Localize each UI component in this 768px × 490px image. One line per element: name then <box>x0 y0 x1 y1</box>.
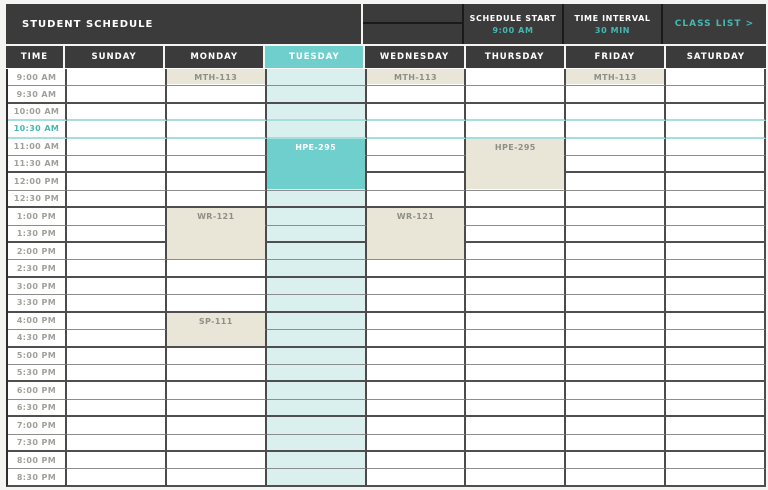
schedule-cell-saturday[interactable] <box>666 86 766 103</box>
schedule-cell-tuesday[interactable] <box>267 452 367 469</box>
schedule-cell-thursday[interactable] <box>466 104 566 121</box>
schedule-cell-sunday[interactable] <box>67 469 167 486</box>
schedule-cell-saturday[interactable] <box>666 173 766 190</box>
schedule-cell-monday[interactable] <box>167 260 267 277</box>
schedule-cell-wednesday[interactable] <box>367 121 467 138</box>
schedule-cell-wednesday[interactable] <box>367 278 467 295</box>
time-label-cell: 2:00 PM <box>8 243 67 260</box>
schedule-cell-friday[interactable] <box>566 156 666 173</box>
schedule-cell-thursday[interactable] <box>466 435 566 452</box>
time-label-cell: 7:00 PM <box>8 417 67 434</box>
schedule-cell-friday[interactable] <box>566 417 666 434</box>
schedule-cell-sunday[interactable] <box>67 208 167 225</box>
schedule-cell-thursday[interactable] <box>466 191 566 208</box>
schedule-cell-saturday[interactable] <box>666 104 766 121</box>
time-interval-value[interactable]: 30 MIN <box>594 25 631 35</box>
schedule-cell-thursday[interactable] <box>466 417 566 434</box>
schedule-cell-friday[interactable] <box>566 226 666 243</box>
schedule-cell-tuesday[interactable] <box>267 330 367 347</box>
schedule-cell-saturday[interactable] <box>666 348 766 365</box>
schedule-cell-wednesday[interactable] <box>367 365 467 382</box>
schedule-cell-friday[interactable] <box>566 313 666 330</box>
schedule-cell-friday[interactable] <box>566 452 666 469</box>
schedule-cell-monday[interactable] <box>167 417 267 434</box>
schedule-cell-friday[interactable] <box>566 382 666 399</box>
schedule-cell-sunday[interactable] <box>67 139 167 156</box>
top-header-bar <box>6 4 766 44</box>
schedule-cell-wednesday[interactable] <box>367 330 467 347</box>
schedule-cell-monday[interactable] <box>167 191 267 208</box>
event-hpe-295-tuesday[interactable]: HPE-295 <box>267 139 365 189</box>
schedule-cell-saturday[interactable] <box>666 295 766 312</box>
schedule-cell-thursday[interactable] <box>466 243 566 260</box>
time-label-cell: 12:00 PM <box>8 173 67 190</box>
schedule-cell-tuesday[interactable] <box>267 226 367 243</box>
schedule-cell-saturday[interactable] <box>666 469 766 486</box>
schedule-cell-thursday[interactable] <box>466 313 566 330</box>
schedule-cell-tuesday[interactable] <box>267 417 367 434</box>
schedule-cell-friday[interactable] <box>566 191 666 208</box>
schedule-cell-saturday[interactable] <box>666 139 766 156</box>
time-label-cell: 5:30 PM <box>8 365 67 382</box>
schedule-cell-monday[interactable] <box>167 469 267 486</box>
schedule-cell-friday[interactable] <box>566 121 666 138</box>
schedule-cell-thursday[interactable] <box>466 452 566 469</box>
schedule-cell-sunday[interactable] <box>67 348 167 365</box>
schedule-cell-wednesday[interactable] <box>367 191 467 208</box>
day-header-row <box>6 46 766 69</box>
schedule-cell-friday[interactable] <box>566 260 666 277</box>
schedule-cell-friday[interactable] <box>566 86 666 103</box>
schedule-cell-sunday[interactable] <box>67 435 167 452</box>
schedule-cell-sunday[interactable] <box>67 400 167 417</box>
schedule-cell-monday[interactable] <box>167 278 267 295</box>
schedule-cell-thursday[interactable] <box>466 400 566 417</box>
schedule-cell-sunday[interactable] <box>67 173 167 190</box>
schedule-cell-saturday[interactable] <box>666 260 766 277</box>
column-header-friday[interactable]: FRIDAY <box>566 46 666 68</box>
schedule-cell-friday[interactable] <box>566 295 666 312</box>
schedule-cell-wednesday[interactable] <box>367 417 467 434</box>
schedule-cell-monday[interactable] <box>167 104 267 121</box>
header-spacer-bottom <box>363 24 462 44</box>
schedule-cell-monday[interactable] <box>167 400 267 417</box>
time-label-cell: 4:00 PM <box>8 313 67 330</box>
schedule-cell-monday[interactable] <box>167 348 267 365</box>
schedule-cell-friday[interactable] <box>566 104 666 121</box>
time-label-cell: 9:30 AM <box>8 86 67 103</box>
schedule-cell-wednesday[interactable] <box>367 86 467 103</box>
schedule-cell-sunday[interactable] <box>67 243 167 260</box>
event-sp-111-monday[interactable]: SP-111 <box>167 313 265 346</box>
schedule-cell-saturday[interactable] <box>666 208 766 225</box>
schedule-cell-thursday[interactable] <box>466 69 566 86</box>
time-label-cell: 3:30 PM <box>8 295 67 312</box>
schedule-start-value[interactable]: 9:00 AM <box>492 25 534 35</box>
schedule-cell-tuesday[interactable] <box>267 348 367 365</box>
schedule-cell-saturday[interactable] <box>666 191 766 208</box>
schedule-cell-thursday[interactable] <box>466 86 566 103</box>
schedule-cell-saturday[interactable] <box>666 243 766 260</box>
schedule-cell-saturday[interactable] <box>666 382 766 399</box>
column-header-tuesday[interactable]: TUESDAY <box>265 46 365 68</box>
schedule-cell-friday[interactable] <box>566 435 666 452</box>
column-header-sunday[interactable]: SUNDAY <box>65 46 165 68</box>
schedule-cell-thursday[interactable] <box>466 330 566 347</box>
schedule-cell-wednesday[interactable] <box>367 469 467 486</box>
event-wr-121-wednesday[interactable]: WR-121 <box>367 208 465 258</box>
schedule-cell-saturday[interactable] <box>666 400 766 417</box>
schedule-cell-friday[interactable] <box>566 208 666 225</box>
schedule-cell-tuesday[interactable] <box>267 382 367 399</box>
schedule-cell-wednesday[interactable] <box>367 104 467 121</box>
schedule-cell-sunday[interactable] <box>67 156 167 173</box>
header-settings-cells <box>363 4 766 44</box>
schedule-cell-sunday[interactable] <box>67 191 167 208</box>
schedule-cell-thursday[interactable] <box>466 365 566 382</box>
schedule-grid <box>6 69 766 487</box>
schedule-cell-sunday[interactable] <box>67 226 167 243</box>
time-label-cell: 4:30 PM <box>8 330 67 347</box>
schedule-cell-wednesday[interactable] <box>367 295 467 312</box>
schedule-cell-monday[interactable] <box>167 295 267 312</box>
event-mth-113-friday[interactable]: MTH-113 <box>566 69 664 84</box>
column-header-wednesday[interactable]: WEDNESDAY <box>365 46 465 68</box>
time-label-cell: 11:30 AM <box>8 156 67 173</box>
schedule-cell-monday[interactable] <box>167 452 267 469</box>
schedule-cell-friday[interactable] <box>566 243 666 260</box>
schedule-cell-tuesday[interactable] <box>267 104 367 121</box>
schedule-cell-sunday[interactable] <box>67 417 167 434</box>
event-mth-113-monday[interactable]: MTH-113 <box>167 69 265 84</box>
schedule-cell-friday[interactable] <box>566 400 666 417</box>
schedule-cell-tuesday[interactable] <box>267 435 367 452</box>
schedule-cell-wednesday[interactable] <box>367 400 467 417</box>
schedule-cell-monday[interactable] <box>167 435 267 452</box>
schedule-cell-friday[interactable] <box>566 278 666 295</box>
schedule-cell-saturday[interactable] <box>666 313 766 330</box>
schedule-cell-monday[interactable] <box>167 121 267 138</box>
schedule-cell-monday[interactable] <box>167 86 267 103</box>
schedule-cell-saturday[interactable] <box>666 365 766 382</box>
schedule-cell-sunday[interactable] <box>67 104 167 121</box>
schedule-cell-wednesday[interactable] <box>367 382 467 399</box>
time-interval-label: TIME INTERVAL <box>574 13 651 23</box>
schedule-cell-tuesday[interactable] <box>267 469 367 486</box>
schedule-cell-saturday[interactable] <box>666 121 766 138</box>
time-label-cell: 1:30 PM <box>8 226 67 243</box>
schedule-cell-friday[interactable] <box>566 173 666 190</box>
time-label-cell: 6:30 PM <box>8 400 67 417</box>
schedule-cell-tuesday[interactable] <box>267 400 367 417</box>
page-title <box>6 4 361 44</box>
schedule-cell-monday[interactable] <box>167 156 267 173</box>
schedule-cell-saturday[interactable] <box>666 156 766 173</box>
schedule-cell-sunday[interactable] <box>67 365 167 382</box>
class-list-link[interactable] <box>661 4 766 44</box>
time-label-cell: 6:00 PM <box>8 382 67 399</box>
column-header-saturday[interactable]: SATURDAY <box>666 46 766 68</box>
schedule-cell-friday[interactable] <box>566 348 666 365</box>
event-mth-113-wednesday[interactable]: MTH-113 <box>367 69 465 84</box>
schedule-cell-wednesday[interactable] <box>367 156 467 173</box>
time-label-cell: 10:30 AM <box>8 121 67 138</box>
schedule-cell-tuesday[interactable] <box>267 295 367 312</box>
schedule-cell-wednesday[interactable] <box>367 173 467 190</box>
schedule-cell-saturday[interactable] <box>666 278 766 295</box>
schedule-start-cell[interactable] <box>462 4 562 44</box>
schedule-cell-tuesday[interactable] <box>267 69 367 86</box>
schedule-cell-tuesday[interactable] <box>267 191 367 208</box>
schedule-cell-saturday[interactable] <box>666 330 766 347</box>
schedule-cell-sunday[interactable] <box>67 278 167 295</box>
schedule-cell-thursday[interactable] <box>466 348 566 365</box>
schedule-start-label: SCHEDULE START <box>469 13 557 23</box>
schedule-cell-tuesday[interactable] <box>267 278 367 295</box>
schedule-cell-saturday[interactable] <box>666 226 766 243</box>
schedule-cell-saturday[interactable] <box>666 435 766 452</box>
schedule-cell-sunday[interactable] <box>67 313 167 330</box>
schedule-cell-tuesday[interactable] <box>267 365 367 382</box>
schedule-cell-sunday[interactable] <box>67 260 167 277</box>
column-header-thursday[interactable]: THURSDAY <box>466 46 566 68</box>
schedule-cell-friday[interactable] <box>566 139 666 156</box>
schedule-cell-monday[interactable] <box>167 382 267 399</box>
schedule-cell-tuesday[interactable] <box>267 260 367 277</box>
schedule-cell-thursday[interactable] <box>466 295 566 312</box>
page-title-text: STUDENT SCHEDULE <box>22 18 154 30</box>
event-hpe-295-thursday[interactable]: HPE-295 <box>466 139 564 189</box>
schedule-cell-wednesday[interactable] <box>367 313 467 330</box>
schedule-cell-sunday[interactable] <box>67 295 167 312</box>
time-label-cell: 8:00 PM <box>8 452 67 469</box>
class-list-link-text: CLASS LIST > <box>674 19 755 29</box>
schedule-cell-wednesday[interactable] <box>367 139 467 156</box>
column-header-monday[interactable]: MONDAY <box>165 46 265 68</box>
schedule-cell-tuesday[interactable] <box>267 243 367 260</box>
time-interval-cell[interactable] <box>562 4 661 44</box>
schedule-cell-monday[interactable] <box>167 173 267 190</box>
schedule-cell-friday[interactable] <box>566 365 666 382</box>
schedule-cell-saturday[interactable] <box>666 452 766 469</box>
schedule-cell-tuesday[interactable] <box>267 121 367 138</box>
schedule-cell-sunday[interactable] <box>67 452 167 469</box>
schedule-cell-wednesday[interactable] <box>367 452 467 469</box>
schedule-cell-friday[interactable] <box>566 469 666 486</box>
schedule-cell-sunday[interactable] <box>67 330 167 347</box>
schedule-cell-tuesday[interactable] <box>267 86 367 103</box>
column-header-time: TIME <box>6 46 65 68</box>
schedule-cell-thursday[interactable] <box>466 260 566 277</box>
time-label-cell: 2:30 PM <box>8 260 67 277</box>
schedule-cell-sunday[interactable] <box>67 69 167 86</box>
schedule-cell-friday[interactable] <box>566 330 666 347</box>
time-label-cell: 9:00 AM <box>8 69 67 86</box>
time-label-cell: 1:00 PM <box>8 208 67 225</box>
time-label-cell: 7:30 PM <box>8 435 67 452</box>
schedule-cell-monday[interactable] <box>167 365 267 382</box>
time-label-cell: 11:00 AM <box>8 139 67 156</box>
schedule-cell-wednesday[interactable] <box>367 348 467 365</box>
schedule-cell-sunday[interactable] <box>67 382 167 399</box>
schedule-cell-wednesday[interactable] <box>367 260 467 277</box>
schedule-cell-thursday[interactable] <box>466 208 566 225</box>
header-spacer-cell <box>363 4 462 44</box>
schedule-cell-monday[interactable] <box>167 139 267 156</box>
schedule-cell-thursday[interactable] <box>466 382 566 399</box>
schedule-cell-thursday[interactable] <box>466 278 566 295</box>
schedule-cell-thursday[interactable] <box>466 121 566 138</box>
schedule-cell-sunday[interactable] <box>67 86 167 103</box>
schedule-cell-thursday[interactable] <box>466 226 566 243</box>
schedule-cell-tuesday[interactable] <box>267 313 367 330</box>
schedule-cell-saturday[interactable] <box>666 69 766 86</box>
time-label-cell: 12:30 PM <box>8 191 67 208</box>
time-label-cell: 5:00 PM <box>8 348 67 365</box>
time-label-cell: 8:30 PM <box>8 469 67 486</box>
event-wr-121-monday[interactable]: WR-121 <box>167 208 265 258</box>
schedule-cell-saturday[interactable] <box>666 417 766 434</box>
time-label-cell: 10:00 AM <box>8 104 67 121</box>
schedule-cell-wednesday[interactable] <box>367 435 467 452</box>
schedule-cell-thursday[interactable] <box>466 469 566 486</box>
schedule-cell-tuesday[interactable] <box>267 208 367 225</box>
schedule-cell-sunday[interactable] <box>67 121 167 138</box>
header-spacer-top <box>363 4 462 24</box>
time-label-cell: 3:00 PM <box>8 278 67 295</box>
